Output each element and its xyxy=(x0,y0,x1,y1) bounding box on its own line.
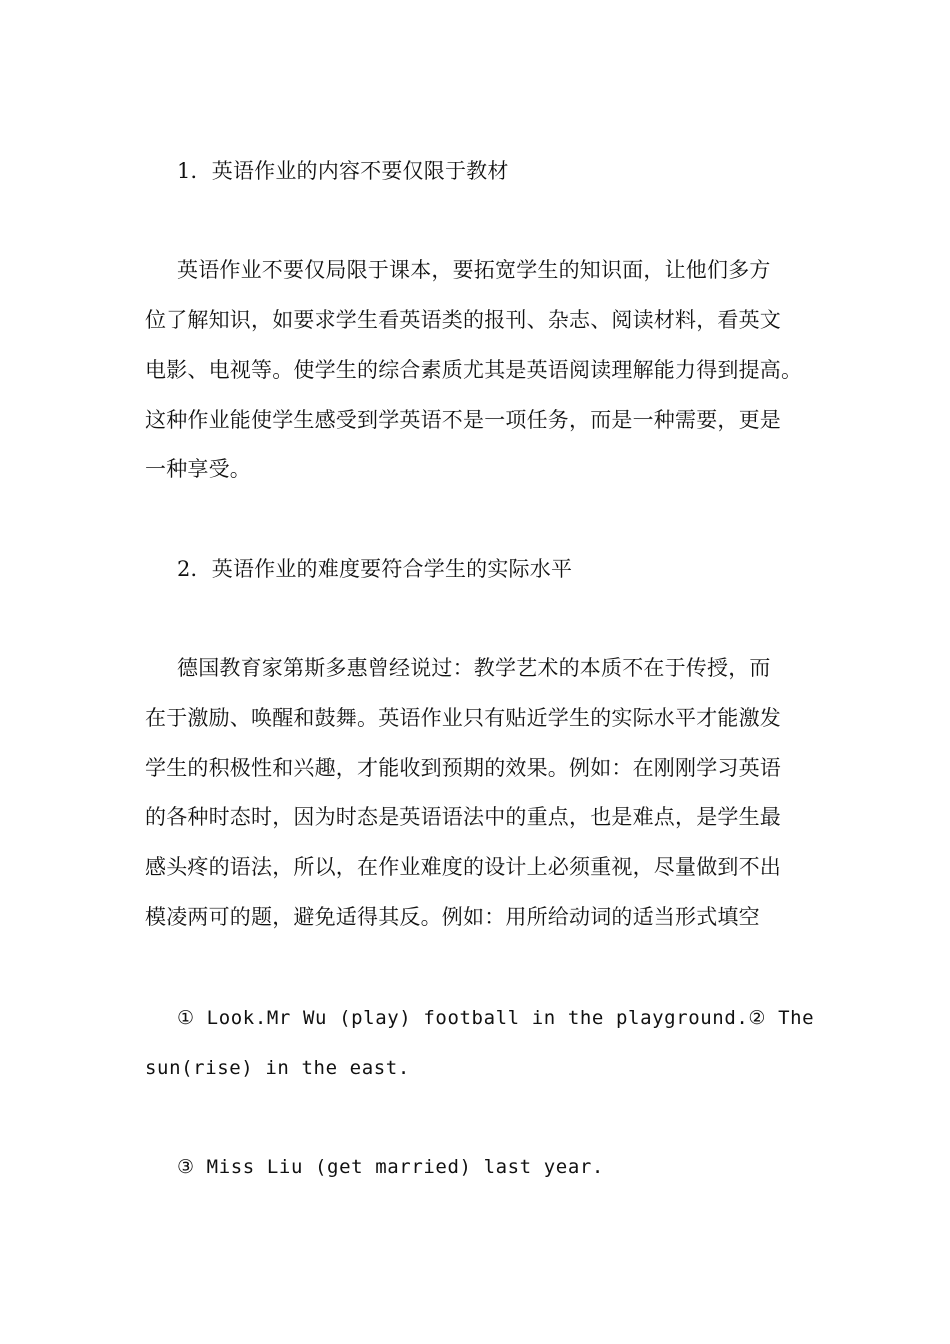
paragraph-2-line-3: 学生的积极性和兴趣，才能收到预期的效果。例如：在刚刚学习英语 xyxy=(145,756,781,780)
paragraph-2-line-6: 模凌两可的题，避免适得其反。例如：用所给动词的适当形式填空 xyxy=(145,905,760,929)
paragraph-2-line-2: 在于激励、唤醒和鼓舞。英语作业只有贴近学生的实际水平才能激发 xyxy=(145,706,781,730)
exercise-line-2: sun(rise) in the east. xyxy=(145,1057,410,1079)
paragraph-1-line-2: 位了解知识，如要求学生看英语类的报刊、杂志、阅读材料，看英文 xyxy=(145,308,781,332)
paragraph-2-line-5: 感头疼的语法，所以，在作业难度的设计上必须重视，尽量做到不出 xyxy=(145,855,781,879)
paragraph-1-line-1: 英语作业不要仅局限于课本，要拓宽学生的知识面，让他们多方 xyxy=(177,258,771,282)
section-heading-2: 2．英语作业的难度要符合学生的实际水平 xyxy=(177,557,573,581)
paragraph-2-line-1: 德国教育家第斯多惠曾经说过：教学艺术的本质不在于传授，而 xyxy=(177,656,771,680)
paragraph-1-line-4: 这种作业能使学生感受到学英语不是一项任务，而是一种需要，更是 xyxy=(145,408,781,432)
exercise-line-3: ③ Miss Liu (get married) last year. xyxy=(177,1156,604,1178)
paragraph-1-line-3: 电影、电视等。使学生的综合素质尤其是英语阅读理解能力得到提高。 xyxy=(145,358,803,382)
section-heading-1: 1．英语作业的内容不要仅限于教材 xyxy=(177,159,509,183)
paragraph-2-line-4: 的各种时态时，因为时态是英语语法中的重点，也是难点，是学生最 xyxy=(145,805,781,829)
paragraph-1-line-5: 一种享受。 xyxy=(145,457,251,481)
exercise-line-1: ① Look.Mr Wu (play) football in the playground.② The xyxy=(177,1007,815,1029)
